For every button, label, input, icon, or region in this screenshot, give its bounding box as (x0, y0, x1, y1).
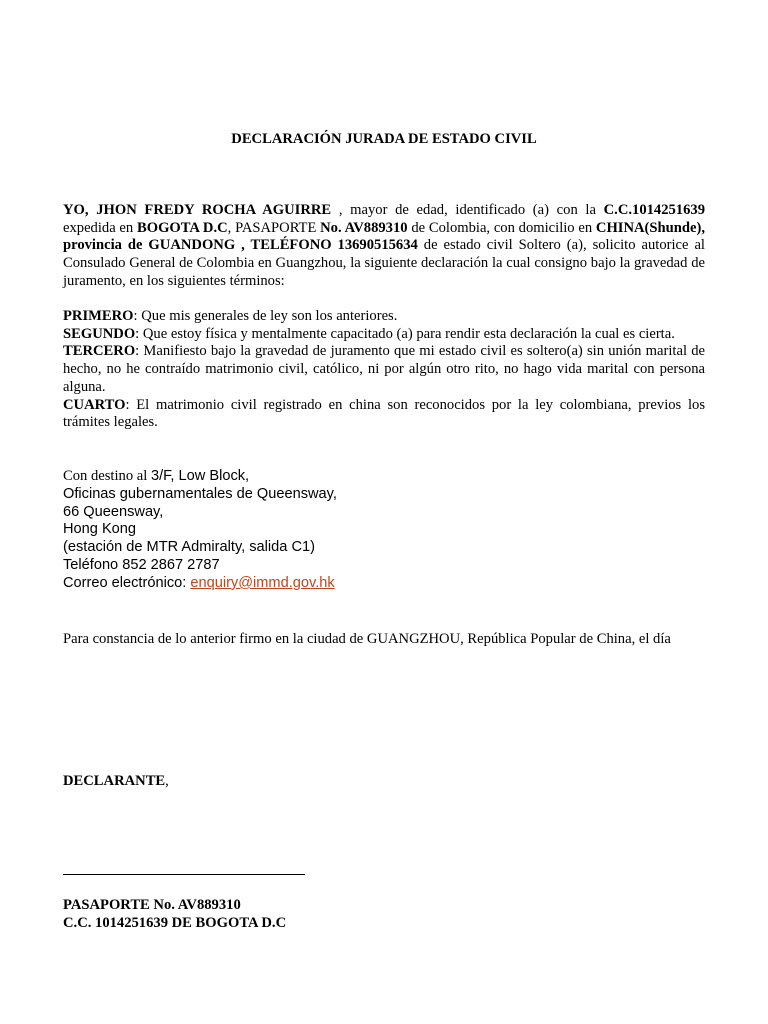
email-link[interactable]: enquiry@immd.gov.hk (190, 574, 335, 591)
declarante-label (63, 772, 169, 790)
clause-text: : Que mis generales de ley son los anteriores. (133, 308, 398, 324)
clause-tercero (63, 343, 705, 396)
address-line-4: Hong Kong (63, 521, 137, 538)
clause-label: PRIMERO (63, 308, 134, 324)
signature-block (63, 896, 286, 932)
document-title: DECLARACIÓN JURADA DE ESTADO CIVIL (231, 131, 537, 147)
intro-text: de Colombia, con domicilio en (407, 219, 596, 236)
address-email-row (63, 575, 705, 593)
address-line-5: (estación de MTR Admiralty, salida C1) (63, 539, 315, 556)
declarante-suffix: , (165, 773, 169, 789)
destination-address (63, 468, 705, 593)
declarant-name: YO, JHON FREDY ROCHA AGUIRRE (63, 202, 332, 218)
clause-segundo (63, 326, 705, 344)
address-line-1 (63, 468, 705, 486)
address-line-2: Oficinas gubernamentales de Queensway, (63, 485, 337, 502)
clause-label: TERCERO (63, 343, 136, 360)
intro-text: , mayor de edad, identificado (a) con la (331, 202, 604, 218)
address-line-3: 66 Queensway, (63, 503, 164, 520)
closing-statement: Para constancia de lo anterior firmo en la ciudad de GUANGZHOU, República Popular de China, el día (63, 631, 671, 647)
domicile-phone: CHINA(Shunde), provincia de GUANDONG , TELÉFONO 13690515634 (63, 219, 705, 254)
clause-cuarto (63, 397, 705, 432)
intro-text: expedida en (63, 219, 137, 236)
clause-primero (63, 308, 705, 326)
issue-city: BOGOTA D.C (136, 219, 228, 236)
declarante-text: DECLARANTE (63, 773, 166, 789)
clauses-list (63, 308, 705, 432)
passport-number: No. AV889310 (320, 219, 408, 236)
signature-cc: C.C. 1014251639 DE BOGOTA D.C (63, 915, 287, 931)
intro-text: de estado civil Soltero (a), solicito autorice al Consulado General de Colombia en Guangzhou, la siguiente declaración la cual consigno bajo la gravedad de juramento, en los siguientes términos: (63, 237, 705, 289)
signature-line (63, 874, 305, 875)
signature-passport: PASAPORTE No. AV889310 (63, 897, 241, 913)
clause-text: : Que estoy física y mentalmente capacitado (a) para rendir esta declaración la cual es cierta. (135, 325, 675, 342)
address-prefix: Con destino al (63, 468, 151, 484)
clause-text: : El matrimonio civil registrado en china son reconocidos por la ley colombiana, previos los trámites legales. (63, 396, 705, 431)
clause-label: CUARTO (63, 396, 126, 413)
address-text: 3/F, Low Block, (150, 468, 250, 484)
address-phone: Teléfono 852 2867 2787 (63, 556, 220, 573)
cc-number: C.C.1014251639 (603, 202, 705, 218)
email-label: Correo electrónico: (63, 574, 191, 591)
intro-paragraph (63, 202, 705, 291)
clause-label: SEGUNDO (63, 325, 136, 342)
clause-text: : Manifiesto bajo la gravedad de juramento que mi estado civil es soltero(a) sin unión marital de hecho, no he contraído matrimonio civil, católico, ni por algún otro rito, no hago vida marital con persona alguna. (63, 343, 705, 395)
intro-text: , PASAPORTE (227, 219, 321, 236)
